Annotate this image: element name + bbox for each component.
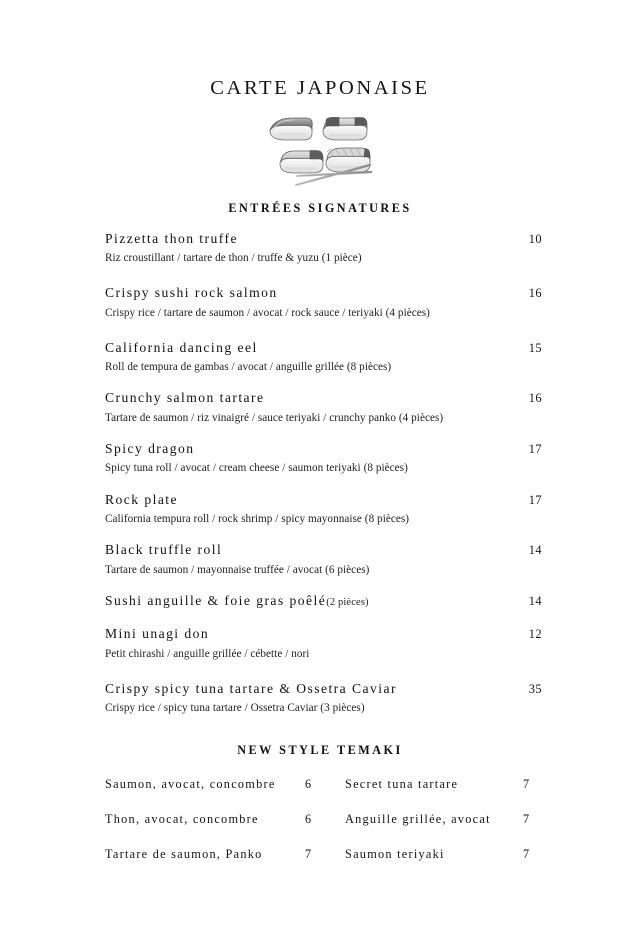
menu-item-name: Crispy spicy tuna tartare & Ossetra Caviar	[105, 680, 397, 696]
entrees-list	[0, 229, 640, 717]
menu-item-row	[105, 338, 542, 358]
menu-item-name: Black truffle roll	[105, 542, 223, 558]
temaki-row	[105, 847, 545, 862]
menu-item-description: Tartare de saumon / mayonnaise truffée / avocat (6 pièces)	[105, 563, 370, 576]
menu-item[interactable]	[105, 338, 542, 376]
temaki-item-price: 6	[305, 776, 312, 791]
temaki-item-name: Secret tuna tartare	[345, 776, 459, 791]
temaki-item-name: Saumon teriyaki	[345, 846, 445, 861]
temaki-item-price: 7	[523, 776, 530, 791]
temaki-item-price: 7	[305, 846, 312, 861]
menu-item-price: 16	[528, 391, 542, 406]
menu-item-row	[105, 388, 542, 408]
menu-item[interactable]	[105, 591, 542, 611]
menu-item-name-text: Sushi anguille & foie gras poêlé	[105, 592, 327, 608]
temaki-item-name: Saumon, avocat, concombre	[105, 776, 276, 791]
menu-item-name: Crunchy salmon tartare	[105, 390, 265, 406]
temaki-item[interactable]	[105, 812, 345, 827]
menu-item-name: Pizzetta thon truffe	[105, 230, 238, 246]
temaki-item-name: Tartare de saumon, Panko	[105, 846, 263, 861]
temaki-item[interactable]	[105, 777, 345, 792]
menu-item-row	[105, 591, 542, 611]
menu-item-description: Petit chirashi / anguille grillée / cébette / nori	[105, 647, 310, 660]
menu-item-row	[105, 439, 542, 459]
temaki-row	[105, 812, 545, 827]
temaki-item[interactable]	[345, 812, 545, 827]
section-header-entrees: ENTRÉES SIGNATURES	[228, 200, 412, 215]
menu-item-name: Spicy dragon	[105, 441, 195, 456]
menu-item-price: 17	[528, 442, 542, 456]
menu-item-description: California tempura roll / rock shrimp / spicy mayonnaise (8 pièces)	[105, 513, 410, 526]
menu-item-price: 16	[528, 286, 542, 301]
menu-item-row	[105, 229, 542, 249]
temaki-section	[0, 743, 640, 862]
menu-item[interactable]	[105, 283, 542, 321]
menu-item-name: Mini unagi don	[105, 626, 210, 642]
temaki-item[interactable]	[345, 777, 545, 792]
nigiri-piece-3	[280, 150, 323, 172]
menu-item-row	[105, 679, 542, 699]
menu-item-price: 17	[528, 492, 542, 507]
temaki-item-price: 7	[523, 846, 530, 861]
menu-item[interactable]	[105, 490, 542, 528]
menu-item-price: 14	[528, 543, 542, 558]
menu-item[interactable]	[105, 540, 542, 578]
nigiri-piece-1	[270, 118, 312, 140]
menu-item-description: Crispy rice / tartare de saumon / avocat / rock sauce / teriyaki (4 pièces)	[105, 306, 430, 319]
temaki-item-name: Anguille grillée, avocat	[345, 811, 491, 826]
menu-item-price: 10	[528, 231, 542, 246]
menu-item-row	[105, 283, 542, 303]
section-header-temaki: NEW STYLE TEMAKI	[237, 742, 403, 757]
menu-item-piece-note: (2 pièces)	[326, 596, 369, 608]
temaki-item-name: Thon, avocat, concombre	[105, 811, 259, 826]
menu-item-price: 35	[528, 681, 542, 696]
temaki-item[interactable]	[105, 847, 345, 862]
menu-item-description: Spicy tuna roll / avocat / cream cheese / saumon teriyaki (8 pièces)	[105, 462, 408, 475]
menu-item-name: Crispy sushi rock salmon	[105, 285, 278, 301]
menu-item-price: 12	[528, 627, 542, 642]
menu-item[interactable]	[105, 679, 542, 717]
menu-item-row	[105, 540, 542, 560]
menu-item[interactable]	[105, 229, 542, 267]
menu-item[interactable]	[105, 624, 542, 662]
menu-item[interactable]	[105, 388, 542, 426]
menu-item-price: 14	[528, 593, 542, 608]
temaki-list	[0, 777, 640, 862]
nigiri-piece-4	[326, 148, 370, 172]
menu-item[interactable]	[105, 439, 542, 477]
menu-item-row	[105, 490, 542, 510]
menu-item-price: 15	[528, 340, 542, 355]
menu-item-description: Riz croustillant / tartare de thon / truffe & yuzu (1 pièce)	[105, 251, 362, 264]
nigiri-piece-2	[323, 117, 367, 140]
menu-item-description: Roll de tempura de gambas / avocat / anguille grillée (8 pièces)	[105, 361, 392, 374]
temaki-item-price: 6	[305, 811, 312, 826]
menu-item-name: Rock plate	[105, 491, 179, 507]
menu-item-description: Crispy rice / spicy tuna tartare / Ossetra Caviar (3 pièces)	[105, 702, 365, 715]
menu-item-row	[105, 624, 542, 644]
menu-item-description: Tartare de saumon / riz vinaigré / sauce teriyaki / crunchy panko (4 pièces)	[105, 411, 444, 424]
temaki-item-price: 7	[523, 811, 530, 826]
sushi-illustration	[0, 109, 640, 187]
menu-item-name	[105, 591, 369, 611]
menu-item-name: California dancing eel	[105, 339, 258, 355]
temaki-row	[105, 777, 545, 792]
temaki-item[interactable]	[345, 847, 545, 862]
page-title: CARTE JAPONAISE	[210, 77, 430, 99]
